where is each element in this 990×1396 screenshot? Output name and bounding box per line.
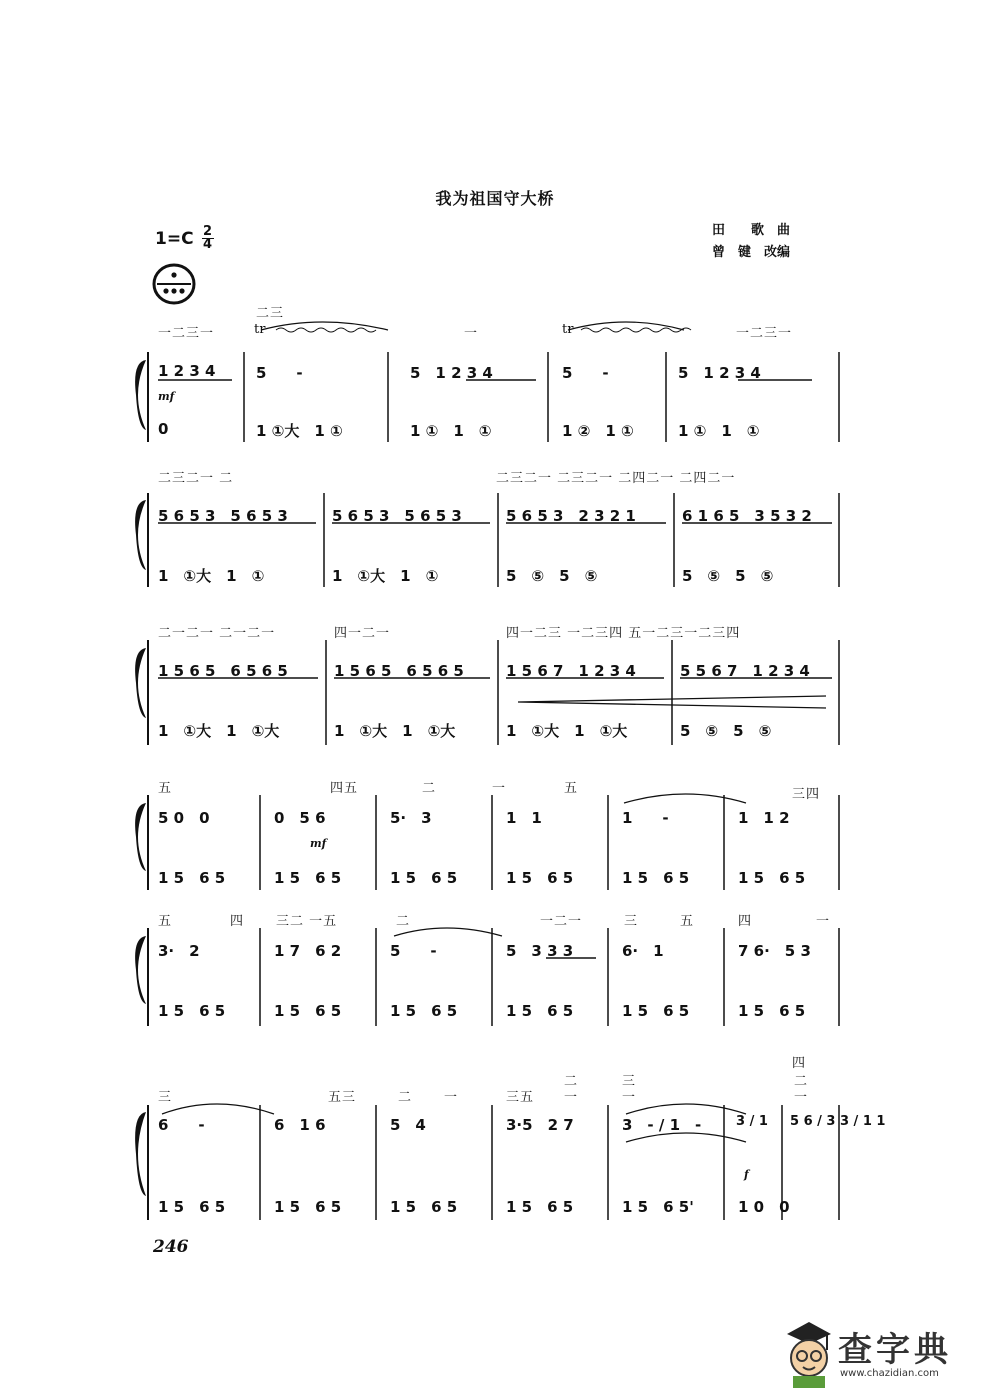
time-denominator: 4 — [203, 237, 213, 252]
fingering: 一 — [464, 326, 479, 341]
system-6-staff-lines — [126, 1050, 842, 1225]
lower-measure: 1 5 6 5 — [738, 869, 806, 887]
fingering: 五 — [158, 914, 173, 929]
fingering-top: 二三 — [256, 306, 285, 321]
upper-measure: 0 5 6 — [274, 809, 326, 827]
dynamic-marking: mf — [158, 390, 175, 403]
lower-measure-5: 1 ① 1 ① — [678, 422, 760, 440]
lower-measure: 1 5 6 5 — [274, 869, 342, 887]
fingering: 四 — [792, 1056, 807, 1071]
page-number: 246 — [153, 1237, 189, 1257]
fingering: 三 — [158, 1090, 173, 1105]
upper-measure: 5 6 5 3 5 6 5 3 — [158, 507, 288, 525]
lower-measure: 1 5 6 5 — [390, 869, 458, 887]
lower-measure: 1 ①大 1 ① — [158, 567, 265, 585]
watermark-url: www.chazidian.com — [840, 1368, 939, 1379]
upper-measure: 5 3 3 3 — [506, 942, 574, 960]
fingering: 五三 — [328, 1090, 357, 1105]
lower-measure: 1 5 6 5 — [390, 1198, 458, 1216]
fingering: 二三二一 二 — [158, 471, 234, 486]
upper-measure: 5 - — [390, 942, 437, 960]
fingering: 三二 一五 — [276, 914, 338, 929]
fingering: 一 — [564, 1090, 579, 1105]
fingering: 二一二一 二一二一 — [158, 626, 276, 641]
fingering: 二 — [396, 914, 411, 929]
system-4-staff-lines — [126, 775, 842, 900]
upper-measure-5: 5 1 2 3 4 — [678, 364, 761, 382]
lower-measure: 1 5 6 5 — [738, 1002, 806, 1020]
trill-mark: tr — [562, 322, 574, 337]
lower-measure: 5 ⑤ 5 ⑤ — [682, 567, 774, 585]
upper-measure: 3·5 2 7 — [506, 1116, 574, 1134]
dynamic-marking: f — [744, 1168, 749, 1181]
fingering: 四 — [738, 914, 753, 929]
composer-credit: 田 歌 曲 — [712, 223, 791, 238]
fingering: 三四 — [792, 787, 821, 802]
sheng-fingering-symbol-icon — [152, 263, 198, 305]
upper-measure: 3· 2 — [158, 942, 200, 960]
fingering: 四一二三 一二三四 五一二三一二三四 — [506, 626, 741, 641]
arranger-credit: 曾 键 改编 — [712, 245, 791, 260]
system-1 — [126, 300, 842, 460]
upper-measure: 6 1 6 5 3 5 3 2 — [682, 507, 812, 525]
dynamic-marking: mf — [310, 837, 327, 850]
upper-measure: 1 1 2 — [738, 809, 790, 827]
lower-measure-4: 1 ② 1 ① — [562, 422, 634, 440]
upper-measure: 5 5 6 7 1 2 3 4 — [680, 662, 810, 680]
fingering: 一 — [444, 1090, 459, 1105]
upper-measure: 5· 3 — [390, 809, 432, 827]
lower-measure-2: 1 ①大 1 ① — [256, 422, 343, 440]
time-signature — [202, 226, 214, 251]
lower-measure: 1 5 6 5 — [506, 869, 574, 887]
lower-measure-1: 0 — [158, 420, 169, 438]
system-6 — [126, 1050, 886, 1225]
lower-measure: 1 ①大 1 ①大 — [506, 722, 628, 740]
upper-measure: 5 6 5 3 2 3 2 1 — [506, 507, 636, 525]
fingering: 五 — [158, 781, 173, 796]
system-5 — [126, 908, 842, 1033]
upper-measure-3: 5 1 2 3 4 — [410, 364, 493, 382]
lower-measure: 1 5 6 5 — [622, 869, 690, 887]
fingering: 二 — [794, 1074, 809, 1089]
lower-measure: 1 ①大 1 ①大 — [158, 722, 280, 740]
fingering: 三 — [624, 914, 639, 929]
fingering: 一 — [492, 781, 507, 796]
fingering: 四 — [230, 914, 245, 929]
key-label: 1=C — [155, 228, 194, 249]
fingering: 一 — [816, 914, 831, 929]
lower-measure: 1 5 6 5 — [158, 1002, 226, 1020]
lower-measure: 1 5 6 5 — [506, 1198, 574, 1216]
upper-measure: 1 5 6 5 6 5 6 5 — [334, 662, 464, 680]
system-3 — [126, 620, 842, 755]
fingering: 二 — [564, 1074, 579, 1089]
time-numerator: 2 — [203, 224, 213, 239]
system-4 — [126, 775, 842, 900]
lower-measure: 1 5 6 5 — [622, 1002, 690, 1020]
fingering: 二三二一 二三二一 二四二一 二四二一 — [496, 471, 736, 486]
lower-measure: 1 5 6 5 — [274, 1198, 342, 1216]
mascot-logo-icon — [783, 1318, 835, 1390]
system-2 — [126, 465, 842, 600]
upper-measure: 5 6 / 3 3 / 1 1 — [790, 1114, 886, 1129]
lower-measure: 5 ⑤ 5 ⑤ — [680, 722, 772, 740]
fingering: 二 — [398, 1090, 413, 1105]
upper-measure: 1 5 6 7 1 2 3 4 — [506, 662, 636, 680]
key-signature — [155, 226, 214, 251]
upper-measure: 6· 1 — [622, 942, 664, 960]
lower-measure: 1 ①大 1 ① — [332, 567, 439, 585]
lower-measure: 5 ⑤ 5 ⑤ — [506, 567, 598, 585]
fingering: 一 — [622, 1090, 637, 1105]
upper-measure-2: 5 - — [256, 364, 303, 382]
lower-measure: 1 5 6 5 — [390, 1002, 458, 1020]
upper-measure: 1 1 — [506, 809, 542, 827]
lower-measure: 1 5 6 5 — [158, 869, 226, 887]
fingering: 一 — [794, 1090, 809, 1105]
upper-measure: 7 6· 5 3 — [738, 942, 811, 960]
upper-measure: 3 / 1 — [736, 1114, 768, 1129]
upper-measure: 3 - / 1 - — [622, 1116, 702, 1134]
upper-measure: 5 4 — [390, 1116, 426, 1134]
fingering: 二 — [422, 781, 437, 796]
lower-measure: 1 5 6 5 — [506, 1002, 574, 1020]
fingering: 五 — [564, 781, 579, 796]
lower-measure: 1 5 6 5 — [158, 1198, 226, 1216]
fingering: 四一二一 — [334, 626, 391, 641]
trill-mark: tr — [254, 322, 266, 337]
watermark-logo-text: 查字典 — [838, 1330, 952, 1370]
lower-measure: 1 5 6 5 — [274, 1002, 342, 1020]
fingering: 三 — [622, 1074, 637, 1089]
fingering: 一二三一 — [736, 326, 793, 341]
fingering: 一二三一 — [158, 326, 215, 341]
fingering: 三五 — [506, 1090, 535, 1105]
fingering: 五 — [680, 914, 695, 929]
fingering: 四五 — [330, 781, 359, 796]
lower-measure: 1 5 6 5' — [622, 1198, 694, 1216]
lower-measure-3: 1 ① 1 ① — [410, 422, 492, 440]
credits — [712, 220, 790, 264]
upper-measure: 6 - — [158, 1116, 205, 1134]
page-title: 我为祖国守大桥 — [435, 189, 555, 208]
fingering: 一二一 — [540, 914, 583, 929]
upper-measure: 1 5 6 5 6 5 6 5 — [158, 662, 288, 680]
lower-measure: 1 0 0 — [738, 1198, 790, 1216]
upper-measure-1: 1 2 3 4 — [158, 362, 216, 380]
upper-measure: 5 6 5 3 5 6 5 3 — [332, 507, 462, 525]
upper-measure: 1 - — [622, 809, 669, 827]
lower-measure: 1 ①大 1 ①大 — [334, 722, 456, 740]
upper-measure-4: 5 - — [562, 364, 609, 382]
upper-measure: 6 1 6 — [274, 1116, 326, 1134]
upper-measure: 1 7 6 2 — [274, 942, 342, 960]
upper-measure: 5 0 0 — [158, 809, 210, 827]
